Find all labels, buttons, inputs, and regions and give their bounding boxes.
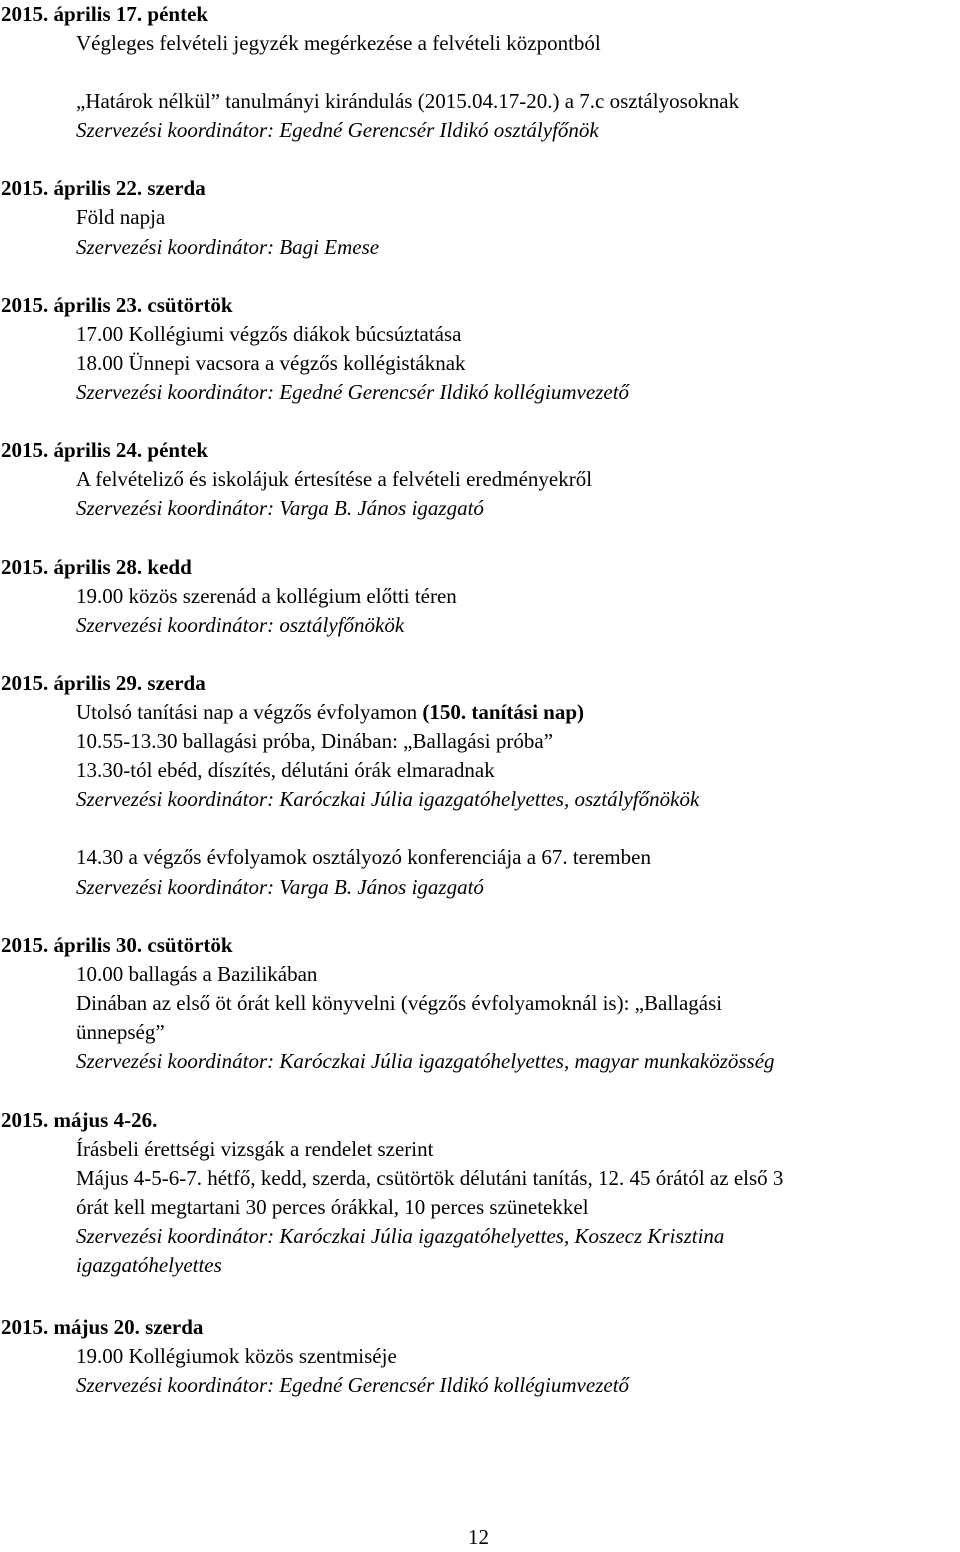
event-coordinator: Szervezési koordinátor: Karóczkai Júlia igazgatóhelyettes, Koszecz Krisztina	[76, 1224, 725, 1248]
page-number: 12	[468, 1525, 489, 1549]
teaching-day-count: (150. tanítási nap)	[422, 700, 585, 724]
event-description: Írásbeli érettségi vizsgák a rendelet szerint	[76, 1137, 434, 1161]
event-coordinator: igazgatóhelyettes	[76, 1253, 222, 1277]
event-date: 2015. április 24. péntek	[1, 438, 209, 462]
event-description: 17.00 Kollégiumi végzős diákok búcsúztatása	[76, 322, 462, 346]
event-coordinator: Szervezési koordinátor: Egedné Gerencsér Ildikó kollégiumvezető	[76, 1373, 630, 1397]
event-coordinator: Szervezési koordinátor: Egedné Gerencsér Ildikó osztályfőnök	[76, 118, 599, 142]
event-date: 2015. április 23. csütörtök	[1, 293, 233, 317]
event-date: 2015. április 30. csütörtök	[1, 933, 233, 957]
event-coordinator: Szervezési koordinátor: osztályfőnökök	[76, 613, 405, 637]
event-description: „Határok nélkül” tanulmányi kirándulás (2015.04.17-20.) a 7.c osztályosoknak	[76, 89, 740, 113]
event-description: Dinában az első öt órát kell könyvelni (végzős évfolyamoknál is): „Ballagási	[76, 991, 723, 1015]
event-date: 2015. április 28. kedd	[1, 555, 192, 579]
event-coordinator: Szervezési koordinátor: Karóczkai Júlia igazgatóhelyettes, magyar munkaközösség	[76, 1049, 775, 1073]
event-description: Május 4-5-6-7. hétfő, kedd, szerda, csütörtök délutáni tanítás, 12. 45 órától az első 3	[76, 1166, 784, 1190]
event-description: 13.30-tól ebéd, díszítés, délutáni órák elmaradnak	[76, 758, 495, 782]
event-coordinator: Szervezési koordinátor: Varga B. János igazgató	[76, 875, 484, 899]
event-description: Végleges felvételi jegyzék megérkezése a felvételi központból	[76, 31, 601, 55]
event-coordinator: Szervezési koordinátor: Varga B. János igazgató	[76, 496, 484, 520]
event-date: 2015. május 20. szerda	[1, 1315, 204, 1339]
event-description-text: Utolsó tanítási nap a végzős évfolyamon	[76, 700, 423, 724]
event-description: 19.00 közös szerenád a kollégium előtti téren	[76, 584, 457, 608]
event-coordinator: Szervezési koordinátor: Egedné Gerencsér Ildikó kollégiumvezető	[76, 380, 630, 404]
event-coordinator: Szervezési koordinátor: Karóczkai Júlia igazgatóhelyettes, osztályfőnökök	[76, 787, 700, 811]
event-description: A felvételiző és iskolájuk értesítése a felvételi eredményekről	[76, 467, 593, 491]
event-date: 2015. április 17. péntek	[1, 2, 209, 26]
event-description: 14.30 a végzős évfolyamok osztályozó konferenciája a 67. teremben	[76, 845, 651, 869]
event-date: 2015. április 22. szerda	[1, 176, 206, 200]
event-date: 2015. április 29. szerda	[1, 671, 206, 695]
event-coordinator: Szervezési koordinátor: Bagi Emese	[76, 235, 380, 259]
event-description: ünnepség”	[76, 1020, 165, 1044]
event-description: Föld napja	[76, 205, 166, 229]
event-description	[76, 698, 584, 727]
event-date: 2015. május 4-26.	[1, 1108, 158, 1132]
event-description: 19.00 Kollégiumok közös szentmiséje	[76, 1344, 397, 1368]
event-description: 18.00 Ünnepi vacsora a végzős kollégistáknak	[76, 351, 466, 375]
event-description: 10.00 ballagás a Bazilikában	[76, 962, 318, 986]
event-description: 10.55-13.30 ballagási próba, Dinában: „Ballagási próba”	[76, 729, 554, 753]
event-description: órát kell megtartani 30 perces órákkal, 10 perces szünetekkel	[76, 1195, 589, 1219]
